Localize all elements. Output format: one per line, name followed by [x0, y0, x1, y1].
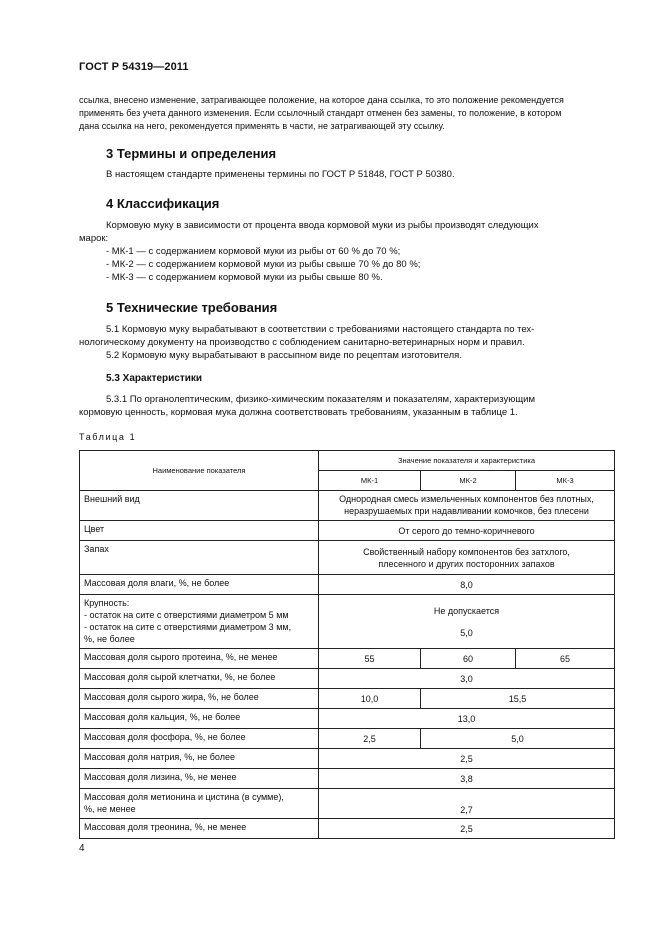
value-line: плесенного и других посторонних запахов — [378, 558, 555, 569]
table-row — [80, 649, 615, 669]
row-name: Цвет — [80, 521, 319, 541]
row-value: 3,0 — [319, 669, 615, 689]
table-row — [80, 769, 615, 789]
row-value: 8,0 — [319, 575, 615, 595]
row-value — [319, 491, 615, 521]
value-line: 5,0 — [460, 627, 473, 638]
table-row — [80, 709, 615, 729]
intro-line-3: дана ссылка на него, рекомендуется применять в части, не затрагивающей эту ссылку. — [79, 121, 445, 131]
section-3-title: 3 Термины и определения — [106, 146, 277, 161]
name-line: Массовая доля метионина и цистина (в сумме), — [84, 792, 284, 802]
section-4-title: 4 Классификация — [106, 196, 220, 211]
value-line: Свойственный набору компонентов без затхлого, — [363, 546, 570, 557]
header-grade-mk1: МК-1 — [319, 471, 421, 491]
row-value — [319, 595, 615, 649]
table-row — [80, 575, 615, 595]
para-5-3-1-line-1: 5.3.1 По органолептическим, физико-химическим показателям и показателям, характеризующим — [106, 394, 536, 405]
table-row — [80, 729, 615, 749]
table-row — [80, 595, 615, 649]
row-name: Массовая доля кальция, %, не более — [80, 709, 319, 729]
row-value — [319, 541, 615, 575]
value-line: неразрушаемых при надавливании комочков, без плесени — [344, 506, 589, 516]
value-mk1: 2,5 — [319, 729, 421, 749]
name-line: %, не более — [84, 634, 135, 644]
intro-line-1: ссылка, внесено изменение, затрагивающее положение, на которое дана ссылка, то это положение рекомендуется — [79, 95, 564, 105]
row-name: Массовая доля натрия, %, не более — [80, 749, 319, 769]
table-row — [80, 789, 615, 819]
row-name: Массовая доля треонина, %, не менее — [80, 819, 319, 839]
section-4-line-1: Кормовую муку в зависимости от процента ввода кормовой муки из рыбы производят следующих — [106, 220, 539, 231]
row-value: 13,0 — [319, 709, 615, 729]
row-name — [80, 595, 319, 649]
name-line: Крупность: — [84, 598, 130, 608]
intro-line-2: применять без учета данного изменения. Если ссылочный стандарт отменен без замены, то положение, в котором — [79, 108, 562, 118]
header-grade-mk2: МК-2 — [421, 471, 516, 491]
specs-table — [79, 450, 615, 839]
value-mk3: 65 — [516, 649, 615, 669]
table-caption: Таблица 1 — [79, 432, 137, 442]
row-name: Запах — [80, 541, 319, 575]
row-name: Массовая доля сырого протеина, %, не менее — [80, 649, 319, 669]
row-value: 2,7 — [319, 789, 615, 819]
table-row — [80, 669, 615, 689]
section-3-text: В настоящем стандарте применены термины по ГОСТ Р 51848, ГОСТ Р 50380. — [106, 169, 455, 180]
para-5-3-1-line-2: кормовую ценность, кормовая мука должна соответствовать требованиям, указанным в таблице 1. — [79, 407, 518, 418]
grade-item-mk2: - МК-2 — с содержанием кормовой муки из рыбы свыше 70 % до 80 %; — [106, 259, 421, 270]
grade-item-mk3: - МК-3 — с содержанием кормовой муки из рыбы свыше 80 %. — [106, 272, 383, 283]
para-5-1-line-1: 5.1 Кормовую муку вырабатывают в соответствии с требованиями настоящего стандарта по тех- — [106, 324, 535, 335]
row-value: От серого до темно-коричневого — [319, 521, 615, 541]
row-name: Массовая доля фосфора, %, не более — [80, 729, 319, 749]
value-mk1: 10,0 — [319, 689, 421, 709]
row-value: 2,5 — [319, 819, 615, 839]
section-5-title: 5 Технические требования — [106, 300, 278, 315]
value-mk1: 55 — [319, 649, 421, 669]
table-row — [80, 491, 615, 521]
para-5-2: 5.2 Кормовую муку вырабатывают в рассыпном виде по рецептам изготовителя. — [106, 350, 462, 361]
row-name: Массовая доля сырого жира, %, не более — [80, 689, 319, 709]
row-name — [80, 789, 319, 819]
name-line: - остаток на сите с отверстиями диаметром 3 мм, — [84, 622, 292, 632]
header-indicator-name: Наименование показателя — [80, 451, 319, 491]
table-row — [80, 689, 615, 709]
section-4-line-2: марок: — [79, 233, 109, 244]
row-value: 3,8 — [319, 769, 615, 789]
value-mk2-mk3: 15,5 — [421, 689, 615, 709]
value-line: Не допускается — [433, 605, 500, 616]
name-line: - остаток на сите с отверстиями диаметром 5 мм — [84, 610, 289, 620]
value-line: Однородная смесь измельченных компонентов без плотных, — [339, 494, 594, 504]
value-mk2: 60 — [421, 649, 516, 669]
table-row — [80, 521, 615, 541]
table-row — [80, 749, 615, 769]
page-number: 4 — [79, 843, 85, 854]
subsection-5-3-title: 5.3 Характеристики — [106, 373, 203, 384]
table-row — [80, 819, 615, 839]
row-name: Массовая доля лизина, %, не менее — [80, 769, 319, 789]
header-indicator-value: Значение показателя и характеристика — [319, 451, 615, 471]
table-row — [80, 541, 615, 575]
row-value: 2,5 — [319, 749, 615, 769]
header-grade-mk3: МК-3 — [516, 471, 615, 491]
name-line: %, не менее — [84, 804, 136, 814]
intro-paragraph — [79, 94, 612, 133]
row-name: Массовая доля сырой клетчатки, %, не более — [80, 669, 319, 689]
value-mk2-mk3: 5,0 — [421, 729, 615, 749]
document-code: ГОСТ Р 54319—2011 — [79, 61, 189, 73]
grade-item-mk1: - МК-1 — с содержанием кормовой муки из рыбы от 60 % до 70 %; — [106, 246, 401, 257]
para-5-1-line-2: нологическому документу на производство с соблюдением санитарно-ветеринарных норм и правил. — [79, 337, 525, 348]
row-name: Массовая доля влаги, %, не более — [80, 575, 319, 595]
row-name: Внешний вид — [80, 491, 319, 521]
